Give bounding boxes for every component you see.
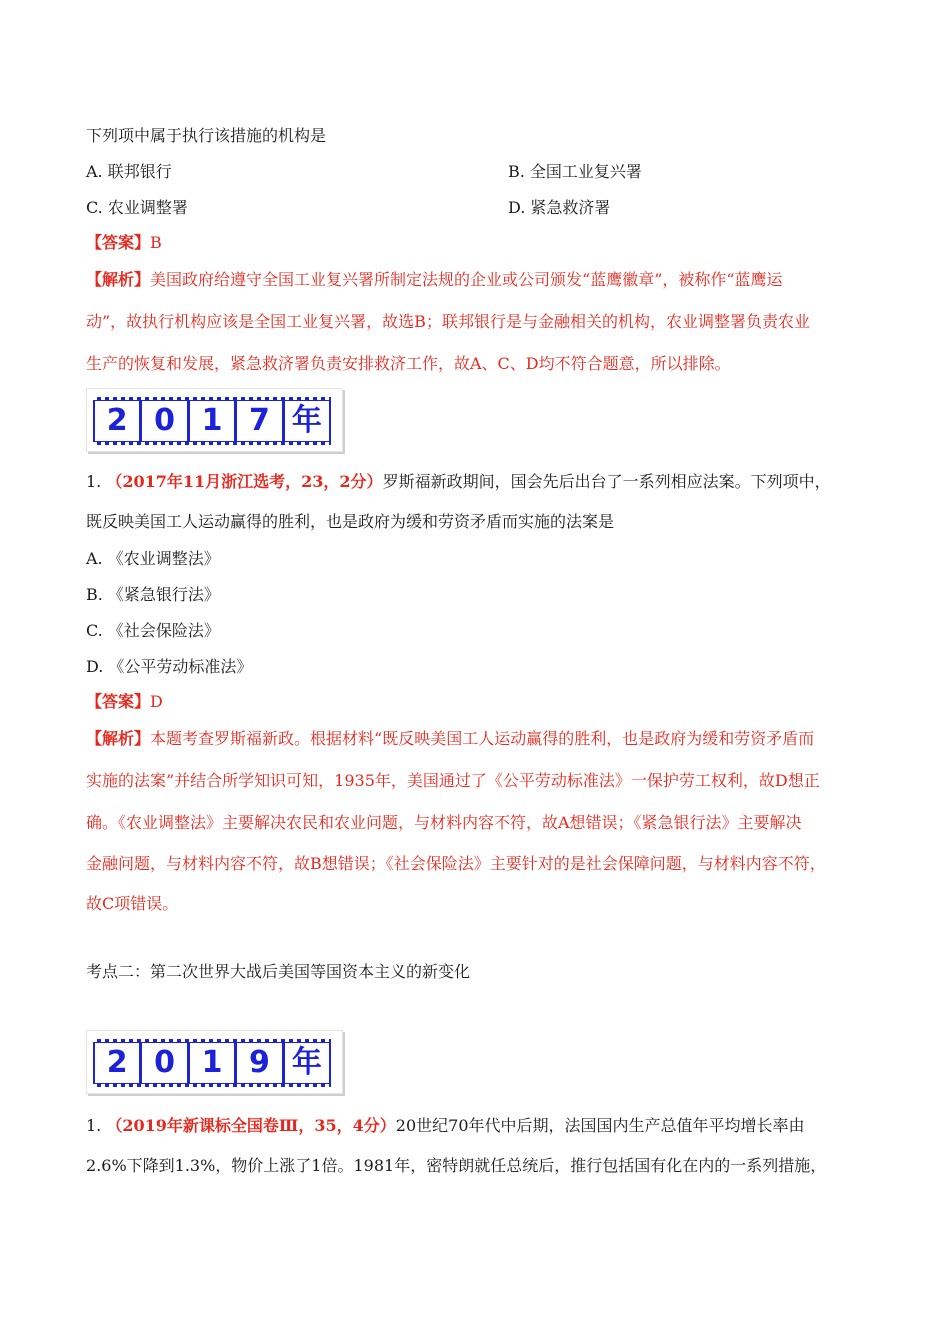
year-banner-2017 bbox=[86, 388, 343, 452]
q1-option-row-2 bbox=[86, 197, 886, 219]
q1-intro: 下列项中属于执行该措施的机构是 bbox=[86, 126, 327, 145]
banner-char: 9 bbox=[237, 1043, 281, 1083]
q2-answer bbox=[86, 691, 163, 713]
q1-option-b: B. 全国工业复兴署 bbox=[508, 162, 642, 181]
q2-option-d: D. 《公平劳动标准法》 bbox=[86, 657, 253, 676]
q2-answer-label: 【答案】 bbox=[86, 692, 151, 711]
banner-char: 年 bbox=[285, 401, 329, 441]
q1-option-a: A. 联邦银行 bbox=[86, 162, 172, 181]
q1-analysis-text-1: 美国政府给遵守全国工业复兴署所制定法规的企业或公司颁发“蓝鹰徽章”，被称作“蓝鹰运 bbox=[150, 270, 783, 289]
q1-answer bbox=[86, 232, 162, 254]
q3-source: （2019年新课标全国卷Ⅲ，35，4分） bbox=[106, 1116, 396, 1135]
q1-option-c: C. 农业调整署 bbox=[86, 198, 188, 217]
q1-answer-value: B bbox=[150, 233, 162, 252]
q2-analysis-line-3: 确。《农业调整法》主要解决农民和农业问题，与材料内容不符，故A想错误；《紧急银行法》主要解决 bbox=[86, 813, 802, 832]
q1-analysis-line-1 bbox=[86, 269, 783, 291]
banner-char: 1 bbox=[190, 401, 234, 441]
banner-char: 0 bbox=[142, 401, 186, 441]
filmstrip bbox=[93, 1039, 331, 1087]
q2-option-b: B. 《紧急银行法》 bbox=[86, 585, 220, 604]
q1-analysis-line-2: 动”，故执行机构应该是全国工业复兴署，故选B；联邦银行是与金融相关的机构，农业调整署负责农业 bbox=[86, 312, 810, 331]
q2-analysis-line-4: 金融问题，与材料内容不符，故B想错误；《社会保险法》主要针对的是社会保障问题，与材料内容不符， bbox=[86, 854, 826, 873]
q1-answer-label: 【答案】 bbox=[86, 233, 151, 252]
banner-char: 0 bbox=[142, 1043, 186, 1083]
q2-analysis-line-1 bbox=[86, 728, 814, 750]
q2-analysis-label: 【解析】 bbox=[86, 729, 151, 748]
banner-char: 年 bbox=[285, 1043, 329, 1083]
q1-option-d: D. 紧急救济署 bbox=[508, 198, 611, 217]
filmstrip bbox=[93, 397, 331, 445]
year-banner-2019 bbox=[86, 1030, 343, 1094]
q2-option-c: C. 《社会保险法》 bbox=[86, 621, 220, 640]
q3-number: 1. bbox=[86, 1116, 102, 1135]
banner-char: 7 bbox=[237, 401, 281, 441]
q2-analysis-line-5: 故C项错误。 bbox=[86, 894, 179, 913]
q1-option-row-1 bbox=[86, 161, 886, 183]
q2-answer-value: D bbox=[150, 692, 163, 711]
q2-source: （2017年11月浙江选考，23，2分） bbox=[106, 472, 383, 491]
q2-stem-line-2: 既反映美国工人运动赢得的胜利，也是政府为缓和劳资矛盾而实施的法案是 bbox=[86, 512, 615, 531]
q2-analysis-text-1: 本题考查罗斯福新政。根据材料“既反映美国工人运动赢得的胜利，也是政府为缓和劳资矛盾而 bbox=[150, 729, 815, 748]
q1-analysis-line-3: 生产的恢复和发展，紧急救济署负责安排救济工作，故A、C、D均不符合题意，所以排除。 bbox=[86, 354, 731, 373]
q3-stem-text-1: 20世纪70年代中后期，法国国内生产总值年平均增长率由 bbox=[395, 1116, 805, 1135]
banner-char: 2 bbox=[95, 401, 139, 441]
q2-option-a: A. 《农业调整法》 bbox=[86, 549, 220, 568]
banner-char: 2 bbox=[95, 1043, 139, 1083]
section-title: 考点二：第二次世界大战后美国等国资本主义的新变化 bbox=[86, 962, 471, 981]
q3-stem-line-1 bbox=[86, 1115, 805, 1137]
q2-analysis-line-2: 实施的法案”并结合所学知识可知，1935年，美国通过了《公平劳动标准法》一保护劳工权利，故D想正 bbox=[86, 771, 820, 790]
q2-stem-line-1 bbox=[86, 471, 831, 493]
q2-stem-text-1: 罗斯福新政期间，国会先后出台了一系列相应法案。下列项中， bbox=[382, 472, 831, 491]
q1-analysis-label: 【解析】 bbox=[86, 270, 151, 289]
q2-number: 1. bbox=[86, 472, 102, 491]
banner-char: 1 bbox=[190, 1043, 234, 1083]
q3-stem-line-2: 2.6%下降到1.3%，物价上涨了1倍。1981年，密特朗就任总统后，推行包括国有化在内的一系列措施， bbox=[86, 1156, 827, 1175]
